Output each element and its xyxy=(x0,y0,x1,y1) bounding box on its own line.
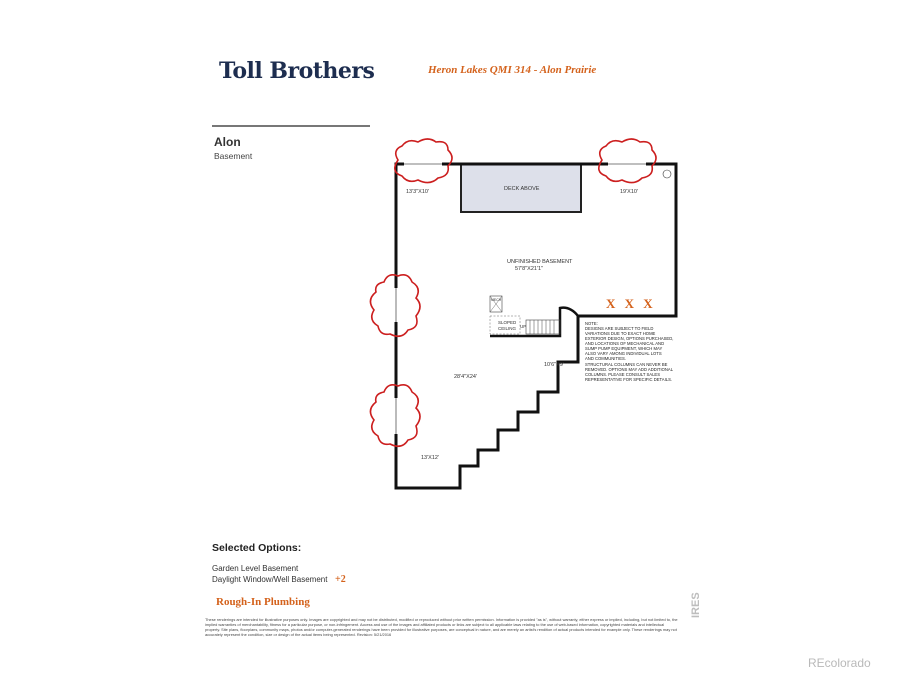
main-room-dims: 57'8"X21'1" xyxy=(515,266,544,272)
note-line: NOTE: xyxy=(585,321,598,326)
staircase xyxy=(526,320,560,334)
legal-disclaimer: These renderings are intended for illustrative purposes only. Images are copyrighted and may not be distributed, modified or reproduced without prior written permission. Information is provided "as is", without warranty, either express or implied, including, but not limited to, the implied warranties of merchantability, fitness for a particular purpose, or non-infringement. Access and use of the images and affiliated products or links are subject to all applicable laws relating to the use of web-based information, copyrighted materials and intellectual property. Site plans, floorplans, community maps, photos and/or computer-generated renderings have been provided for illustrative purposes, are conceptual in nature, and are merely an artist's rendition of actual products intended for example only. These renderings may not accurately represent the condition, size or design of the actual items being represented. Revision: 5/21/2016 xyxy=(205,617,678,637)
note-line: DESIGNS ARE SUBJECT TO FIELD xyxy=(585,326,654,331)
note-line: VARIATIONS DUE TO EXACT HOME xyxy=(585,331,656,336)
note-line: REMOVED. OPTIONS MAY ADD ADDITIONAL xyxy=(585,367,674,372)
plan-name: Alon xyxy=(214,135,241,149)
recolorado-watermark: REcolorado xyxy=(808,656,871,670)
added-options-count: +2 xyxy=(335,574,346,585)
note-line: COLUMNS. PLEASE CONSULT SALES xyxy=(585,372,661,377)
note-line: AND LOCATIONS OF MECHANICAL AND xyxy=(585,341,665,346)
room-label-nw: 13'3"X10' xyxy=(406,189,430,195)
sloped-label-2: CEILING xyxy=(498,326,517,331)
note-line: EXTERIOR DESIGN, OPTIONS PURCHASED, xyxy=(585,336,674,341)
sloped-label-1: SLOPED xyxy=(498,320,517,325)
note-line: REPRESENTATIVE FOR SPECIFIC DETAILS. xyxy=(585,377,673,382)
plan-level: Basement xyxy=(214,151,253,161)
community-title: Heron Lakes QMI 314 - Alon Prairie xyxy=(428,64,597,76)
sloped-ceiling-area xyxy=(490,316,520,334)
option-item: Garden Level Basement xyxy=(212,564,299,573)
note-line: ALSO VARY AMONG INDIVIDUAL LOTS xyxy=(585,351,662,356)
note-line: AND COMMUNITIES. xyxy=(585,356,626,361)
stair-up-label: UP xyxy=(520,324,527,329)
room-label-ne: 19'X10' xyxy=(620,189,639,195)
note-line: STRUCTURAL COLUMNS CAN NEVER BE xyxy=(585,362,668,367)
toll-brothers-logo: Toll Brothers xyxy=(219,58,375,84)
room-label-sw: 13'X12' xyxy=(421,455,440,461)
room-label-center: 10'6"X9' xyxy=(544,362,564,368)
rough-in-plumbing-label: Rough-In Plumbing xyxy=(216,596,310,608)
main-room-name: UNFINISHED BASEMENT xyxy=(507,259,573,265)
option-item: Daylight Window/Well Basement xyxy=(212,575,328,584)
deck-label: DECK ABOVE xyxy=(504,186,540,192)
note-line: SUMP PUMP EQUIPMENT, WHICH MAY xyxy=(585,346,663,351)
selected-options-title: Selected Options: xyxy=(212,542,302,554)
ires-watermark: IRES xyxy=(690,592,702,618)
rough-in-plumbing-marks: X X X xyxy=(606,296,656,311)
sump-pump-icon xyxy=(663,170,671,178)
mech-label: MECH xyxy=(491,298,502,302)
window-markup-northeast xyxy=(599,139,656,183)
room-label-west: 28'4"X24' xyxy=(454,374,478,380)
plan-notes xyxy=(585,321,674,382)
window-markup-northwest xyxy=(395,139,452,183)
